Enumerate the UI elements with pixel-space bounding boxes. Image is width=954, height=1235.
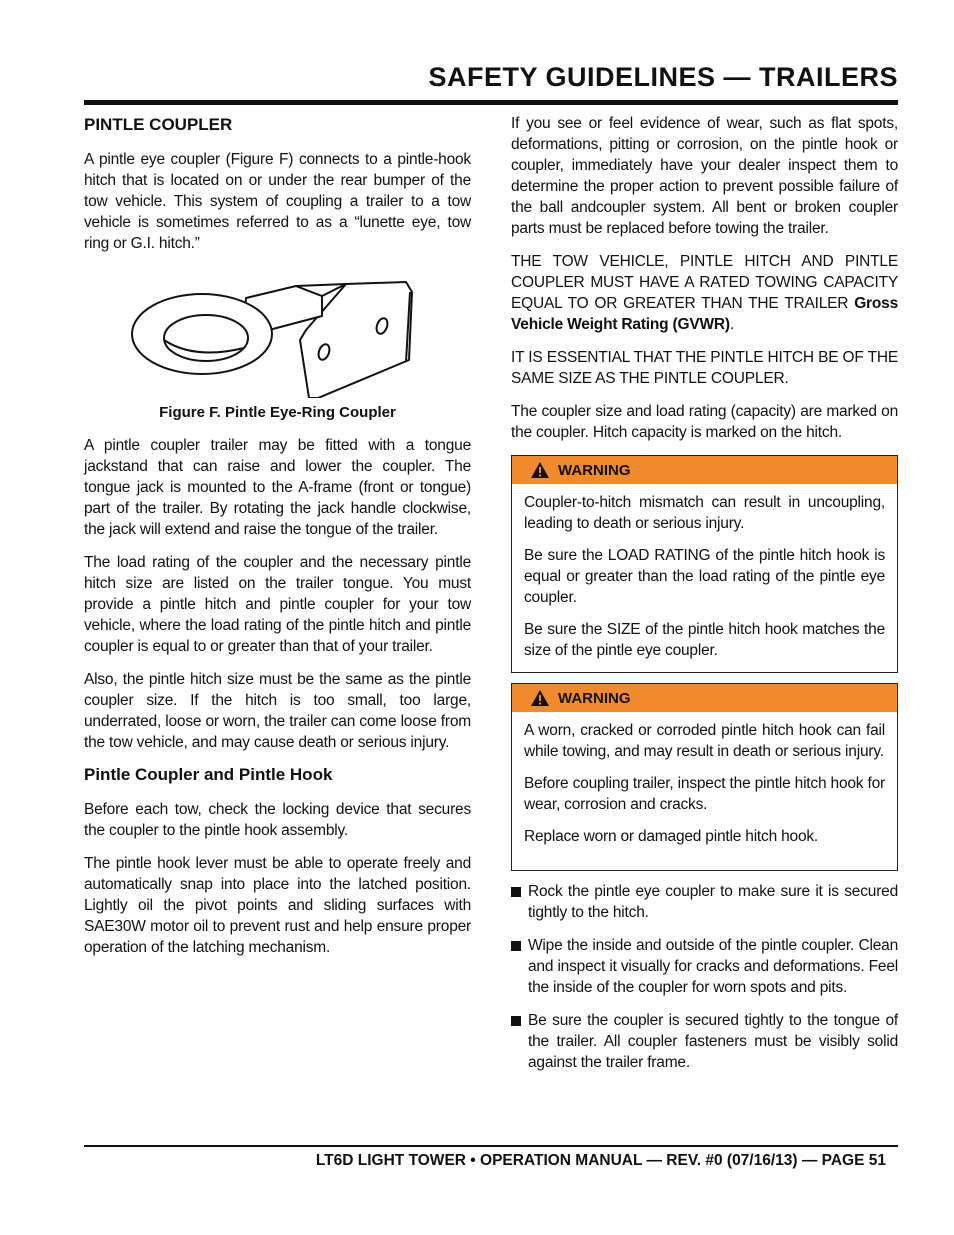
warning-line: Be sure the LOAD RATING of the pintle hitch hook is equal or greater than the load rating of the pintle eye coupler. [524, 547, 885, 606]
warning-box [511, 683, 898, 871]
body-paragraph: The load rating of the coupler and the necessary pintle hitch size are listed on the trailer tongue. You must provide a pintle hitch and pintle coupler for your tow vehicle, where the load rating of the pintle hitch and pintle coupler is equal to or greater than that of your trailer. [84, 554, 471, 655]
gvwr-paragraph [511, 251, 898, 335]
warning-header [512, 456, 897, 484]
gvwr-bold: Gross Vehicle Weight Rating (GVWR) [511, 295, 898, 333]
warning-label: WARNING [558, 461, 631, 479]
warning-line: Replace worn or damaged pintle hitch hook. [524, 828, 819, 845]
warning-box [511, 455, 898, 673]
warning-line: Be sure the SIZE of the pintle hitch hook matches the size of the pintle eye coupler. [524, 621, 885, 659]
warning-line: Coupler-to-hitch mismatch can result in uncoupling, leading to death or serious injury. [524, 494, 885, 532]
header-rule [84, 100, 898, 105]
page-title: SAFETY GUIDELINES — TRAILERS [428, 62, 898, 92]
intro-paragraph: A pintle eye coupler (Figure F) connects to a pintle-hook hitch that is located on or under the rear bumper of the tow vehicle. This system of coupling a trailer to a tow vehicle is sometimes referred to as a “lunette eye, tow ring or G.I. hitch.” [84, 151, 471, 252]
body-paragraph: Also, the pintle hitch size must be the same as the pintle coupler size. If the hitch is too small, too large, underrated, loose or worn, the trailer can come loose from the tow vehicle, and may cause death or serious injury. [84, 671, 471, 751]
warning-body [512, 484, 897, 661]
bullet-text: Wipe the inside and outside of the pintle coupler. Clean and inspect it visually for cracks and deformations. Feel the inside of the coupler for worn spots and pits. [528, 937, 898, 996]
list-item [511, 1010, 898, 1073]
bullet-text: Rock the pintle eye coupler to make sure it is secured tightly to the hitch. [528, 883, 898, 921]
body-paragraph: IT IS ESSENTIAL THAT THE PINTLE HITCH BE OF THE SAME SIZE AS THE PINTLE COUPLER. [511, 349, 898, 387]
list-item [511, 935, 898, 998]
body-paragraph: The pintle hook lever must be able to operate freely and automatically snap into place into the latched position. Lightly oil the pivot points and sliding surfaces with SAE30W motor oil to prevent rust and help ensure proper operation of the latching mechanism. [84, 855, 471, 956]
gvwr-end: . [729, 316, 734, 333]
warning-header [512, 684, 897, 712]
gvwr-text: THE TOW VEHICLE, PINTLE HITCH AND PINTLE COUPLER MUST HAVE A RATED TOWING CAPACITY EQUAL TO OR GREATER THAN THE TRAILER [511, 253, 898, 312]
left-column [84, 113, 471, 970]
subsection-heading: Pintle Coupler and Pintle Hook [84, 765, 333, 784]
warning-triangle-icon [530, 461, 550, 479]
body-paragraph: Before each tow, check the locking device that secures the coupler to the pintle hook assembly. [84, 801, 471, 839]
section-heading: PINTLE COUPLER [84, 115, 233, 134]
page-footer: LT6D LIGHT TOWER • OPERATION MANUAL — REV. #0 (07/16/13) — PAGE 51 [315, 1152, 886, 1169]
warning-body [512, 712, 897, 847]
bullet-square-icon [511, 887, 521, 897]
body-paragraph: The coupler size and load rating (capacity) are marked on the coupler. Hitch capacity is marked on the hitch. [511, 403, 898, 441]
warning-triangle-icon [530, 689, 550, 707]
figure-caption: Figure F. Pintle Eye-Ring Coupler [159, 404, 396, 421]
warning-line: Before coupling trailer, inspect the pintle hitch hook for wear, corrosion and cracks. [524, 775, 885, 813]
bullet-square-icon [511, 1016, 521, 1026]
warning-line: A worn, cracked or corroded pintle hitch hook can fail while towing, and may result in death or serious injury. [524, 722, 885, 760]
list-item [511, 881, 898, 923]
pintle-coupler-illustration [84, 268, 471, 398]
body-paragraph: If you see or feel evidence of wear, such as flat spots, deformations, pitting or corrosion, on the pintle hook or coupler, immediately have your dealer inspect them to determine the proper action to prevent possible failure of the ball andcoupler system. All bent or broken coupler parts must be replaced before towing the trailer. [511, 115, 898, 237]
footer-rule [84, 1145, 898, 1147]
body-paragraph: A pintle coupler trailer may be fitted with a tongue jackstand that can raise and lower the coupler. The tongue jack is mounted to the A-frame (front or tongue) part of the trailer. By rotating the jack handle clockwise, the jack will extend and raise the tongue of the trailer. [84, 437, 471, 538]
figure-pintle-eye-ring-coupler [84, 268, 471, 398]
bullet-square-icon [511, 941, 521, 951]
warning-label: WARNING [558, 689, 631, 707]
right-column [511, 113, 898, 1085]
bullet-text: Be sure the coupler is secured tightly to the tongue of the trailer. All coupler fasteners must be visibly solid against the trailer frame. [528, 1012, 898, 1071]
